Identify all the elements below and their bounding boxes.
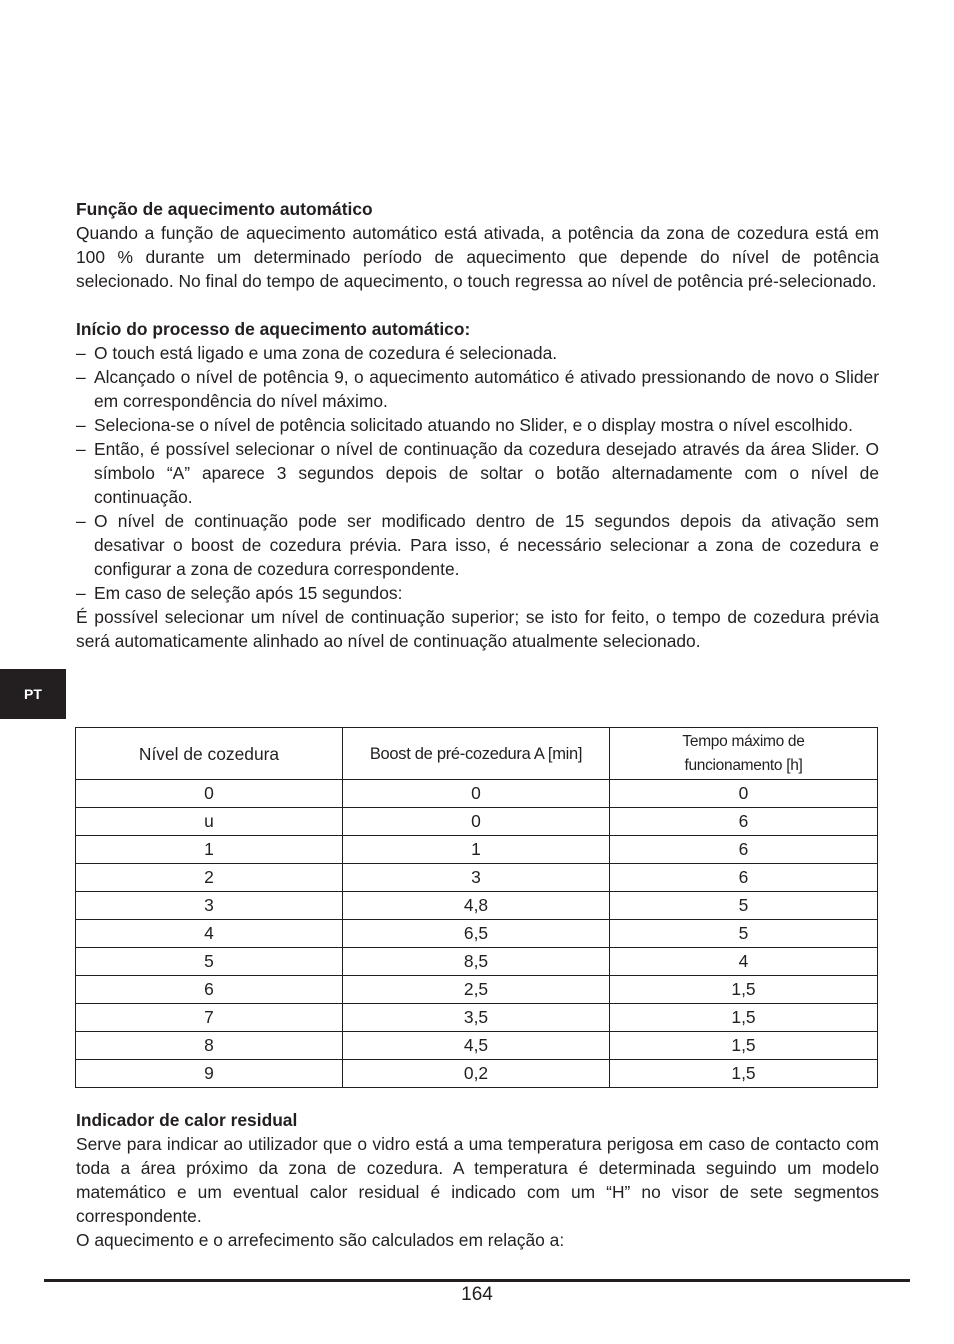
table-cell: 8,5 [343, 948, 610, 976]
table-cell: 9 [76, 1060, 343, 1088]
table-row [76, 948, 878, 976]
table-cell: 6,5 [343, 920, 610, 948]
table-row [76, 864, 878, 892]
table-cell: 6 [76, 976, 343, 1004]
table-row [76, 1060, 878, 1088]
page-number: 164 [461, 1284, 493, 1305]
table-row [76, 1032, 878, 1060]
table-row [76, 976, 878, 1004]
table-header-row [76, 728, 878, 780]
table-cell: 0 [610, 780, 878, 808]
footer-divider [44, 1279, 910, 1282]
table-cell: 0 [343, 808, 610, 836]
table-cell: 2,5 [343, 976, 610, 1004]
table-cell: 4,8 [343, 892, 610, 920]
list-item: – O nível de continuação pode ser modificado dentro de 15 segundos depois da ativação sem desativar o boost de cozedura prévia. Para isso, é necessário selecionar a zona de cozedura e configurar a zona de cozedura correspondente. [76, 509, 879, 581]
table-cell: 3 [76, 892, 343, 920]
section-title-auto-heating: Função de aquecimento automático [76, 199, 373, 219]
table-cell: 5 [610, 920, 878, 948]
section-body-auto-heating: Quando a função de aquecimento automático está ativada, a potência da zona de cozedura está em 100 % durante um determinado período de aquecimento que depende do nível de potência selecionado. No final do tempo de aquecimento, o touch regressa ao nível de potência pré-selecionado. [76, 223, 879, 291]
table-cell: 4,5 [343, 1032, 610, 1060]
column-header-max-time [610, 728, 878, 780]
table-cell: 1 [76, 836, 343, 864]
list-item: – Então, é possível selecionar o nível de continuação da cozedura desejado através da área Slider. O símbolo “A” aparece 3 segundos depois de soltar o botão alternadamente com o nível de continuação. [76, 437, 879, 509]
table-cell: 0 [343, 780, 610, 808]
table-cell: 6 [610, 808, 878, 836]
table-cell: 8 [76, 1032, 343, 1060]
table-cell: 2 [76, 864, 343, 892]
table-cell: 6 [610, 864, 878, 892]
spacer [76, 293, 879, 317]
section-after-text: É possível selecionar um nível de continuação superior; se isto for feito, o tempo de cozedura prévia será automaticamente alinhado ao nível de continuação atualmente selecionado. [76, 607, 879, 651]
table-row [76, 892, 878, 920]
table-cell: 5 [76, 948, 343, 976]
section-title-residual-heat: Indicador de calor residual [76, 1110, 298, 1130]
table-cell: 4 [76, 920, 343, 948]
table-cell: 1,5 [610, 1004, 878, 1032]
table-row [76, 780, 878, 808]
table-cell: 5 [610, 892, 878, 920]
section-title-start-process: Início do processo de aquecimento automático: [76, 319, 471, 339]
table-cell: 6 [610, 836, 878, 864]
cooking-levels-table [75, 727, 878, 1088]
list-item: – Em caso de seleção após 15 segundos: [76, 581, 879, 605]
table-cell: 3 [343, 864, 610, 892]
table-cell: 1,5 [610, 1060, 878, 1088]
table-row [76, 808, 878, 836]
list-item: – Seleciona-se o nível de potência solicitado atuando no Slider, e o display mostra o nível escolhido. [76, 413, 879, 437]
table-cell: 7 [76, 1004, 343, 1032]
language-tab: PT [0, 669, 66, 719]
table-cell: 3,5 [343, 1004, 610, 1032]
table-cell: 4 [610, 948, 878, 976]
table-cell: u [76, 808, 343, 836]
table-cell: 0 [76, 780, 343, 808]
column-header-max-time-line1: Tempo máximo de [682, 732, 805, 750]
steps-list [76, 341, 879, 605]
list-item: – O touch está ligado e uma zona de cozedura é selecionada. [76, 341, 879, 365]
section-body-residual-heat: Serve para indicar ao utilizador que o vidro está a uma temperatura perigosa em caso de contacto com toda a área próximo da zona de cozedura. A temperatura é determinada seguindo um modelo matemático e um eventual calor residual é indicado com um “H” no visor de sete segmentos correspondente. [76, 1134, 879, 1226]
table-cell: 1 [343, 836, 610, 864]
column-header-level: Nível de cozedura [76, 728, 343, 780]
table-cell: 0,2 [343, 1060, 610, 1088]
table-cell: 1,5 [610, 1032, 878, 1060]
residual-heat-section [76, 1108, 879, 1252]
column-header-boost: Boost de pré-cozedura A [min] [343, 728, 610, 780]
table-row [76, 1004, 878, 1032]
table-row [76, 836, 878, 864]
table-cell: 1,5 [610, 976, 878, 1004]
table-row [76, 920, 878, 948]
section-body-residual-heat-2: O aquecimento e o arrefecimento são calculados em relação a: [76, 1230, 565, 1250]
column-header-max-time-line2: funcionamento [h] [684, 756, 803, 774]
list-item: – Alcançado o nível de potência 9, o aquecimento automático é ativado pressionando de novo o Slider em correspondência do nível máximo. [76, 365, 879, 413]
main-content [76, 197, 879, 653]
